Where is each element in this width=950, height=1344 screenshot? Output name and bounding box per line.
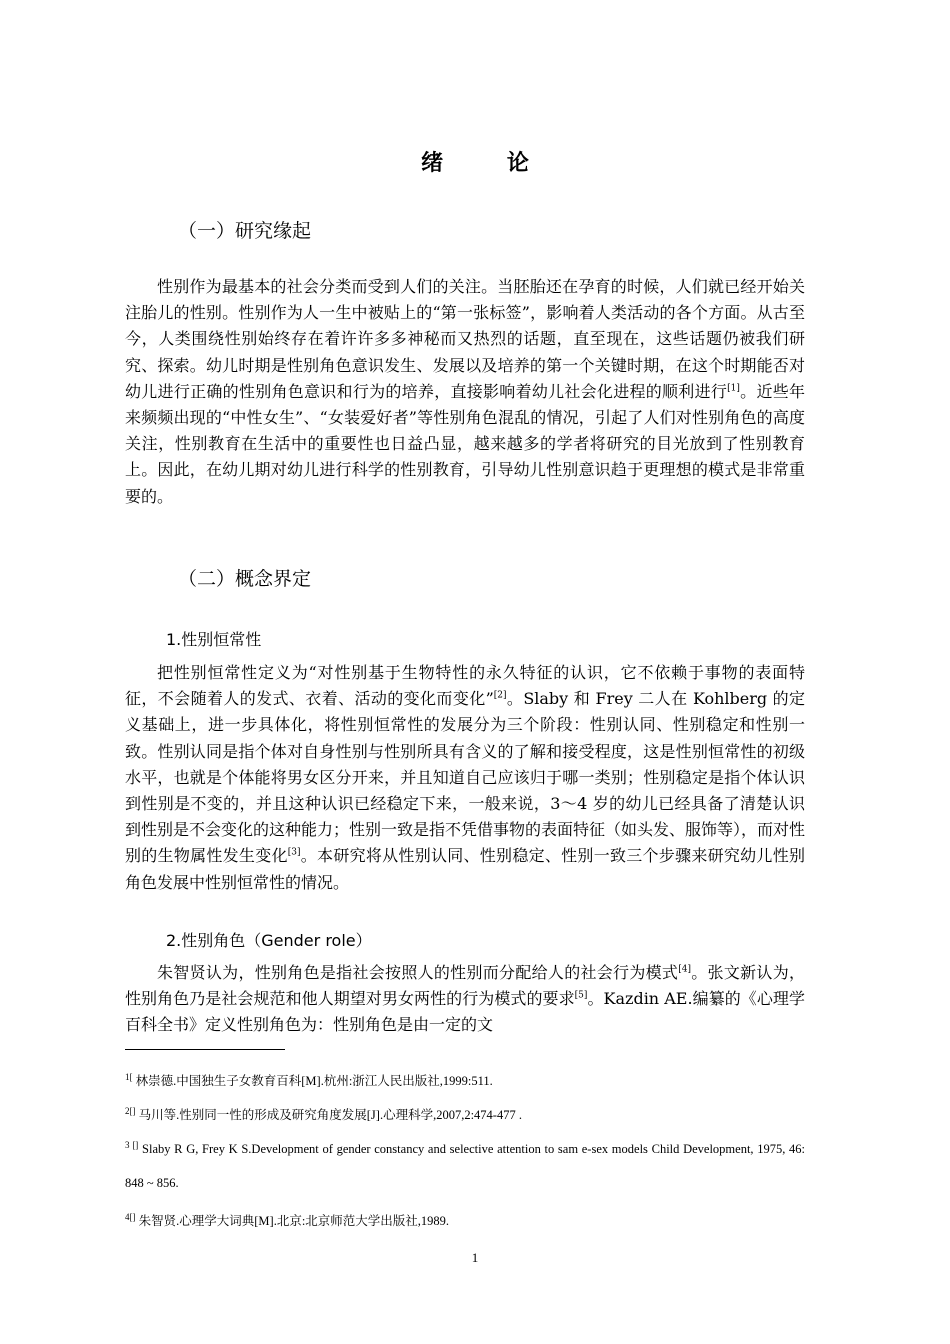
paragraph-gender-role <box>125 960 805 1039</box>
subheading-gender-constancy: 1.性别恒常性 <box>166 630 262 649</box>
chapter-title: 绪 论 <box>421 151 557 176</box>
footnote-divider <box>125 1049 285 1050</box>
page-number: 1 <box>471 1250 479 1265</box>
footnote-text: 马川等.性别同一性的形成及研究角度发展[J].心理科学,2007,2:474-477 . <box>138 1108 522 1123</box>
paragraph-gc-text-b: 。Slaby 和 Frey 二人在 Kohlberg 的定义基础上，进一步具体化，将性别恒常性的发展分为三个阶段：性别认同、性别稳定和性别一致。性别认同是指个体对自身性别与性别所具有含义的了解和接受程度，这是性别恒常性的初级水平，也就是个体能将男女区分开来，并且知道自己应该归于哪一类别；性别稳定是指个体认识到性别是不变的，并且这种认识已经稳定下来，一般来说，3～4 岁的幼儿已经具备了清楚认识到性别是不会变化的这种能力；性别一致是指不凭借事物的表面特征（如头发、服饰等），而对性别的生物属性发生变化 <box>125 689 806 866</box>
citation-ref-3: [3] <box>287 848 301 859</box>
paragraph-origin <box>125 274 805 510</box>
footnote-2 <box>125 1094 805 1132</box>
citation-ref-2: [2] <box>493 690 507 701</box>
subheading-gender-role: 2.性别角色（Gender role） <box>166 931 372 950</box>
paragraph-gender-constancy <box>125 660 805 896</box>
paragraph-gc-text-a: 把性别恒常性定义为“对性别基于生物特性的永久特征的认识，它不依赖于事物的表面特征，不会随着人的发式、衣着、活动的变化而变化” <box>125 663 805 709</box>
footnote-4 <box>125 1200 805 1238</box>
section-heading-definitions: （二）概念界定 <box>178 568 312 590</box>
footnote-text: Slaby R G, Frey K S.Development of gender constancy and selective attention to sam e-sex models Child Development, 1975, 46: 848 ~ 856. <box>125 1142 806 1191</box>
citation-ref-4: [4] <box>678 964 691 975</box>
paragraph-origin-text-a: 性别作为最基本的社会分类而受到人们的关注。当胚胎还在孕育的时候，人们就已经开始关注胎儿的性别。性别作为人一生中被贴上的“第一张标签”，影响着人类活动的各个方面。从古至今，人类围绕性别始终存在着许许多多神秘而又热烈的话题，直至现在，这些话题仍被我们研究、探索。幼儿时期是性别角色意识发生、发展以及培养的第一个关键时期，在这个时期能否对幼儿进行正确的性别角色意识和行为的培养，直接影响着幼儿社会化进程的顺利进行 <box>125 277 805 401</box>
paragraph-gr-text-b: 。张文新认为，性别角色乃是社会规范和他人期望对男女两性的行为模式的要求 <box>125 963 805 1009</box>
paragraph-origin-text-b: 。近些年来频频出现的“中性女生”、“女装爱好者”等性别角色混乱的情况，引起了人们对性别角色的高度关注，性别教育在生活中的重要性也日益凸显，越来越多的学者将研究的目光放到了性别教育上。因此，在幼儿期对幼儿进行科学的性别教育，引导幼儿性别意识趋于更理想的模式是非常重要的。 <box>125 381 805 506</box>
footnote-mark: 2[] <box>125 1106 136 1116</box>
paragraph-gr-text-a: 朱智贤认为，性别角色是指社会按照人的性别而分配给人的社会行为模式 <box>157 963 679 982</box>
footnote-text: 林崇德.中国独生子女教育百科[M].杭州:浙江人民出版社,1999:511. <box>135 1074 493 1089</box>
footnote-text: 朱智贤.心理学大词典[M].北京:北京师范大学出版社,1989. <box>138 1214 450 1229</box>
citation-ref-5: [5] <box>574 990 588 1001</box>
section-heading-origin: （一）研究缘起 <box>178 220 312 242</box>
citation-ref-1: [1] <box>727 383 740 394</box>
footnote-mark: 4[] <box>125 1212 136 1222</box>
footnote-mark: 3 [] <box>125 1140 139 1150</box>
footnote-3 <box>125 1128 805 1200</box>
paragraph-gr-text-c: 。Kazdin AE.编纂的《心理学百科全书》定义性别角色为：性别角色是由一定的文 <box>125 989 805 1035</box>
paragraph-gc-text-c: 。本研究将从性别认同、性别稳定、性别一致三个步骤来研究幼儿性别角色发展中性别恒常性的情况。 <box>125 846 805 892</box>
footnote-1 <box>125 1060 805 1098</box>
footnote-mark: 1[ <box>125 1072 133 1082</box>
